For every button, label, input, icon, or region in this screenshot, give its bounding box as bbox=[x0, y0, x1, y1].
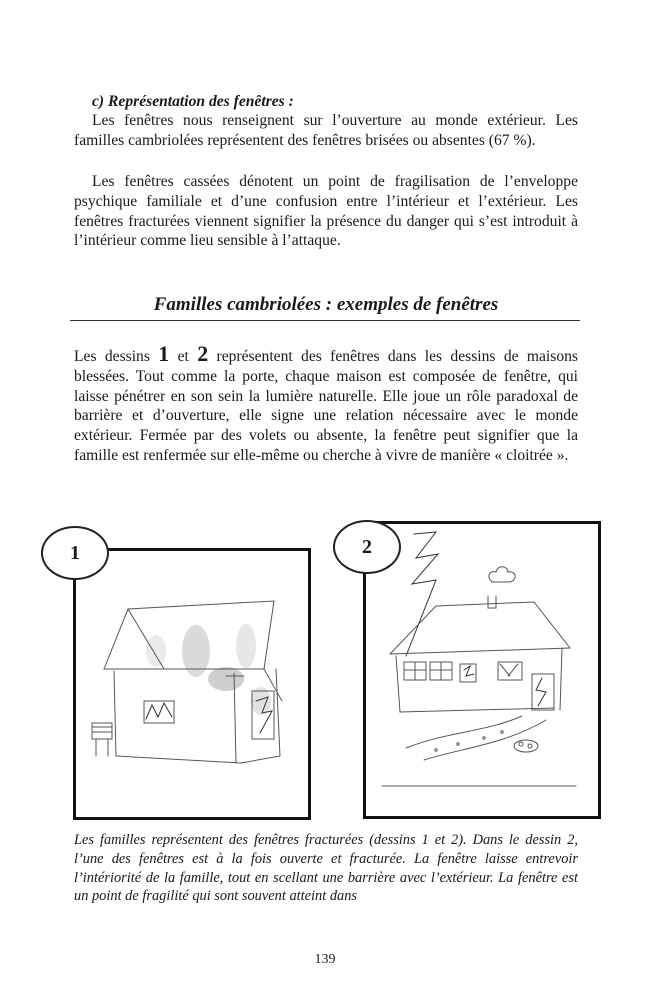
paragraph-text: représentent des fenêtres dans les dessins de maisons blessées. Tout comme la porte, chaque maison est composée de fenêtre, qui laisse pénétrer en son sein la lumière naturelle. Elle joue un rôle paradoxal de barrière et d’ouverture, elle signe une relation nécessaire avec le monde extérieur. Fermée par des volets ou absente, la fenêtre peut signifier que la famille est renfermée sur elle-même ou cherche à vivre de manière « cloitrée ». bbox=[74, 348, 578, 464]
broken-open-window bbox=[460, 664, 476, 682]
drawing-2-frame bbox=[363, 521, 601, 819]
paragraph-text: et bbox=[169, 348, 198, 365]
drawing-1-frame bbox=[73, 548, 311, 820]
page-number: 139 bbox=[314, 952, 336, 967]
drawing-2-label: 2 bbox=[333, 520, 401, 574]
paragraph-windows-openness: Les fenêtres nous renseignent sur l’ouverture au monde extérieur. Les familles cambriolées représentent des fenêtres brisées ou absentes (67 %). bbox=[74, 112, 578, 149]
drawing-ref-1: 1 bbox=[158, 341, 170, 366]
paragraph-broken-windows: Les fenêtres cassées dénotent un point de fragilisation de l’enveloppe psychique familiale et d’une confusion entre l’intérieur et l’extérieur. Les fenêtres fracturées viennent signifier la présence du danger qui s’est introduit à l’intérieur comme lieu sensible à l’attaque. bbox=[74, 173, 578, 250]
paragraph-text: Les dessins bbox=[74, 348, 159, 365]
drawing-ref-2: 2 bbox=[197, 341, 209, 366]
figure-caption: Les familles représentent des fenêtres fracturées (dessins 1 et 2). Dans le dessin 2, l’une des fenêtres est à la fois ouverte et fracturée. La fenêtre laisse entrevoir l’intériorité de la famille, tout en scellant une barrière avec l’extérieur. La fenêtre est un point de fragilité qui sont souvent atteint dans bbox=[74, 832, 578, 905]
drawing-1-label: 1 bbox=[41, 526, 109, 580]
window-c bbox=[498, 662, 522, 680]
section-heading: c) Représentation des fenêtres : bbox=[92, 93, 294, 110]
house-drawing-1 bbox=[76, 551, 308, 817]
paragraph-drawings bbox=[74, 341, 578, 466]
section-title: Familles cambriolées : exemples de fenêtres bbox=[153, 294, 499, 315]
house-drawing-2 bbox=[366, 524, 598, 816]
title-underline bbox=[70, 320, 580, 321]
